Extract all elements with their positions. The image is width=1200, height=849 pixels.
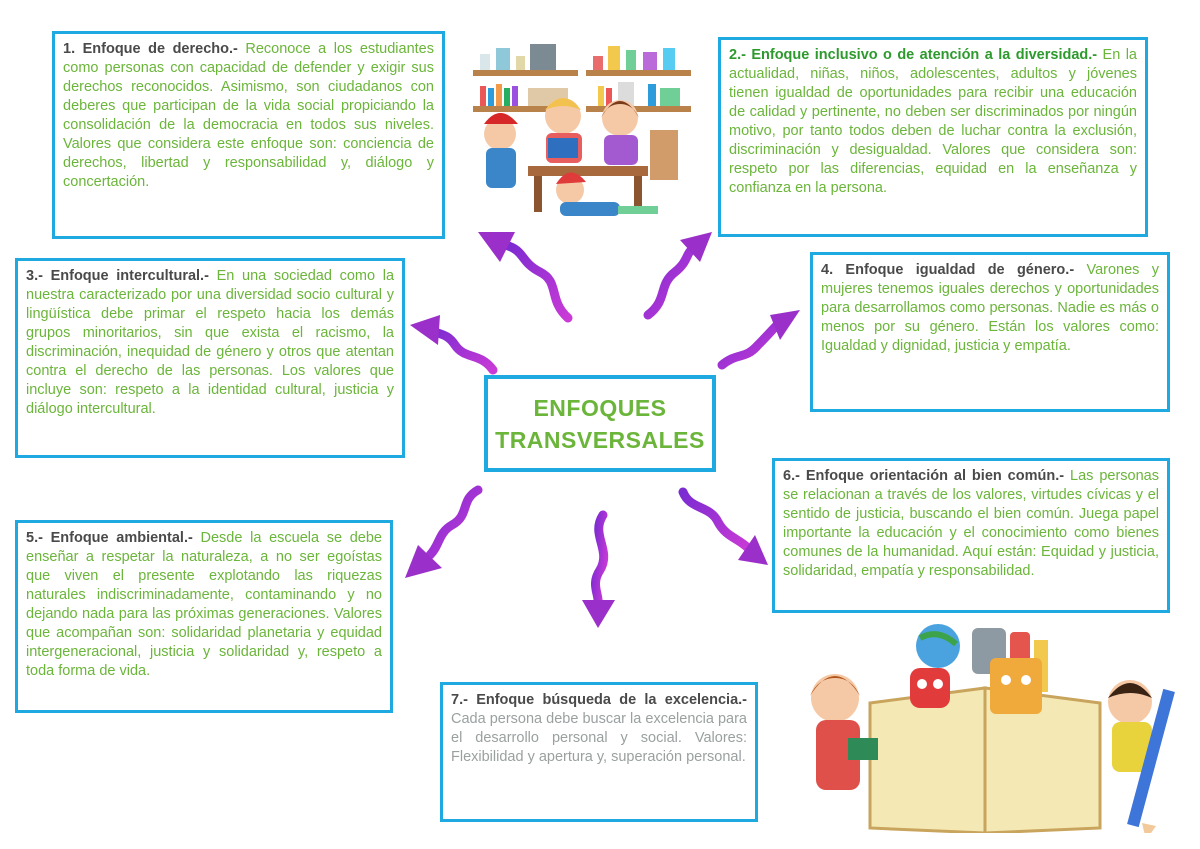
arrowhead-box7	[582, 600, 615, 628]
arrow-to-box4	[722, 322, 780, 365]
center-title-box	[484, 375, 716, 472]
arrow-to-box1	[505, 245, 568, 318]
box-body: Reconoce a los estudiantes como personas con capacidad de defender y exigir sus derechos reconocidos. Asimismo, son ciudadanos con deberes que participan de la vida social propiciando la consolidación de la democracia en todos sus niveles. Valores que considera este enfoque son: conciencia de derechos, libertad y responsabilidad y, diálogo y concertación.	[63, 41, 434, 190]
box-title: 4. Enfoque igualdad de género.-	[821, 262, 1087, 278]
box-enfoque-intercultural	[15, 258, 405, 458]
box-body: Cada persona debe buscar la excelencia para el desarrollo personal y social. Valores: Flexibilidad y apertura y, superación personal.	[451, 711, 747, 765]
box-enfoque-bien-comun	[772, 458, 1170, 613]
box-body: En una sociedad como la nuestra caracterizado por una diversidad socio cultural y lingüística debe primar el respeto hacia los demás grupos minoritarios, sin que exista el racismo, la discriminación, inequidad de género y otros que atentan contra el derecho de las personas. Los valores que incluye son: respeto a la identidad cultural, justicia y diálogo intercultural.	[26, 268, 395, 417]
box-title: 6.- Enfoque orientación al bien común.-	[783, 468, 1071, 484]
box-enfoque-ambiental	[15, 520, 393, 713]
box-title: 3.- Enfoque intercultural.-	[26, 268, 217, 284]
box-enfoque-genero	[810, 252, 1170, 412]
box-title: 5.- Enfoque ambiental.-	[26, 530, 201, 546]
arrow-to-box7	[595, 515, 603, 605]
box-body: Las personas se relacionan a través de los valores, virtudes cívicas y el sentido de justicia, buscando el bien común. Juega papel importante la educación y el conocimiento como bienes comunes de la humanidad. Aquí están: Equidad y justicia, solidaridad, empatía y responsabilidad.	[783, 468, 1159, 579]
arrowhead-box3	[410, 315, 440, 345]
box-enfoque-inclusivo	[718, 37, 1148, 237]
arrow-to-box3	[430, 330, 493, 370]
box-title: 7.- Enfoque búsqueda de la excelencia.-	[451, 692, 747, 708]
arrow-to-box6	[683, 492, 748, 548]
arrow-to-box2	[648, 248, 695, 315]
box-body: Varones y mujeres tenemos iguales derechos y oportunidades para desarrollamos como personas. Nadie es más o menos por su género. Están los valores como: Igualdad y dignidad, justicia y empatía.	[821, 262, 1159, 354]
arrowhead-box4	[770, 310, 800, 340]
center-title-line1: ENFOQUES	[533, 394, 667, 421]
box-body: Desde la escuela se debe enseñar a respetar la naturaleza, a no ser egoístas que viven el presente explotando las riquezas naturales indiscriminadamente, contaminando y no dejando nada para las próximas generaciones. Valores que acompañan son: solidaridad planetaria y equidad intergeneracional, justicia y solidaridad y, respeto a toda forma de vida.	[26, 530, 382, 679]
box-title: 2.- Enfoque inclusivo o de atención a la diversidad.-	[729, 47, 1103, 63]
girl-reading-book-illustration	[790, 618, 1180, 833]
center-title-line2: TRANSVERSALES	[495, 426, 705, 453]
box-enfoque-excelencia	[440, 682, 758, 822]
box-title: 1. Enfoque de derecho.-	[63, 41, 246, 57]
arrow-to-box5	[430, 490, 478, 555]
box-body: En la actualidad, niñas, niños, adolescentes, adultos y jóvenes tienen igualdad de oportunidades para recibir una educación de calidad y pertinente, no deben ser discriminados por ningún motivo, por tanto todos deben de luchar contra la exclusión, discriminación y desigualdad. Valores que considera son: respeto por las diferencias, equidad en la enseñanza y confianza en la persona.	[729, 47, 1137, 196]
children-library-illustration	[468, 38, 696, 228]
box-enfoque-derecho	[52, 31, 445, 239]
